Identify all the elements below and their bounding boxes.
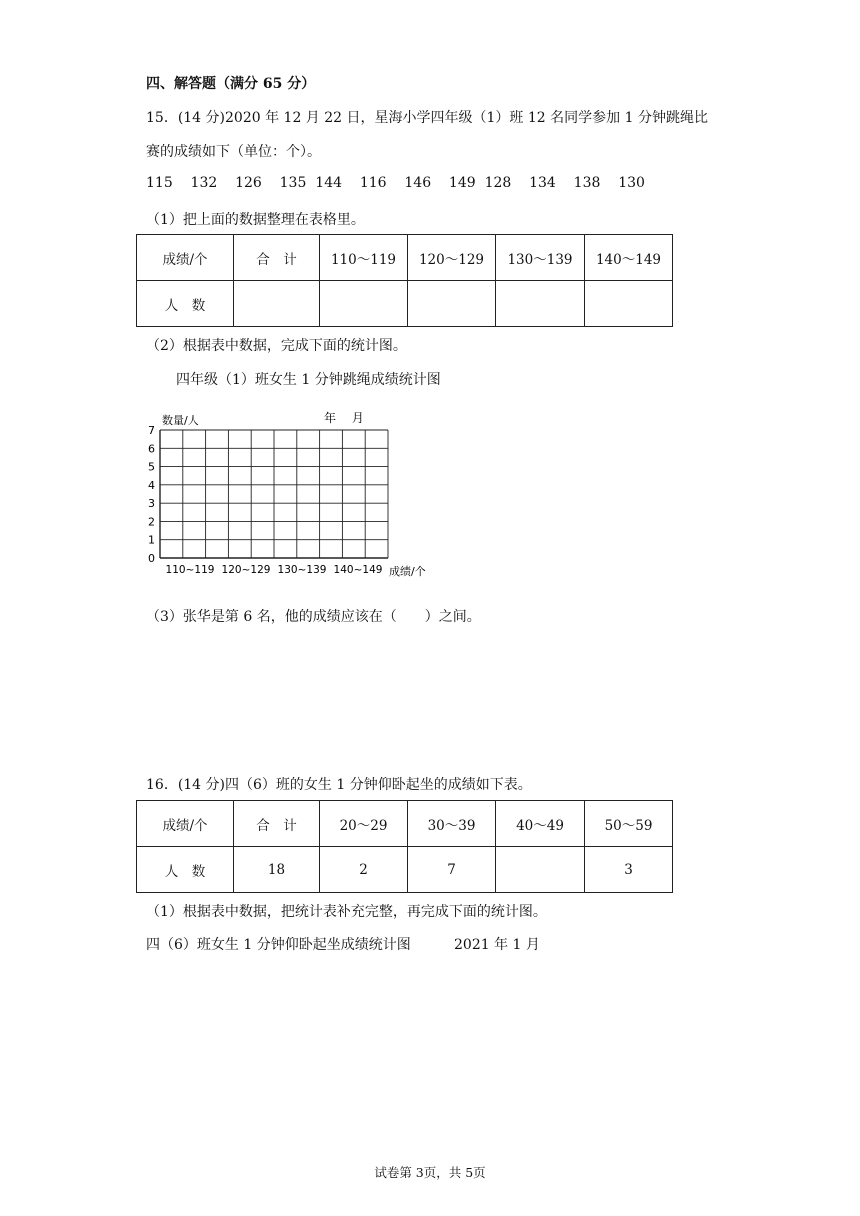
section-title: 四、解答题（满分 65 分）	[146, 76, 316, 92]
y-tick-label: 2	[148, 515, 155, 529]
table-row-label: 人 数	[137, 847, 234, 893]
chart-svg	[140, 408, 440, 583]
table-header-cell: 140～149	[585, 235, 673, 281]
score-value: 135	[279, 175, 307, 191]
table-cell[interactable]: 3	[585, 847, 673, 893]
q15-score-list	[146, 175, 645, 191]
table-cell[interactable]	[496, 847, 585, 893]
table-header-cell: 成绩/个	[137, 801, 234, 847]
table-cell[interactable]	[585, 281, 673, 327]
q15-chart-title: 四年级（1）班女生 1 分钟跳绳成绩统计图	[176, 372, 441, 388]
table-header-row	[137, 235, 673, 281]
table-header-cell: 50～59	[585, 801, 673, 847]
x-tick-label: 130~139	[277, 564, 327, 576]
table-header-cell: 合 计	[234, 235, 320, 281]
q16-chart-title: 四（6）班女生 1 分钟仰卧起坐成绩统计图	[146, 937, 411, 953]
table-header-cell: 130～139	[496, 235, 585, 281]
table-row-label: 人 数	[137, 281, 234, 327]
table-header-row	[137, 801, 673, 847]
q16-table	[136, 800, 673, 893]
table-header-cell: 110～119	[320, 235, 408, 281]
y-tick-label: 7	[148, 424, 155, 437]
q16-chart-date: 2021 年 1 月	[454, 937, 540, 953]
score-value: 149	[448, 175, 476, 191]
y-tick-label: 5	[148, 460, 155, 474]
score-value: 144	[315, 175, 343, 191]
page-footer: 试卷第 3页，共 5页	[374, 1165, 486, 1180]
y-tick-label: 1	[148, 533, 155, 547]
score-value: 146	[404, 175, 432, 191]
score-value: 138	[573, 175, 601, 191]
q16-stem: 16．(14 分)四（6）班的女生 1 分钟仰卧起坐的成绩如下表。	[146, 777, 532, 793]
table-cell[interactable]: 2	[320, 847, 408, 893]
x-tick-label: 140~149	[333, 564, 383, 576]
q15-stem-line1: 15．(14 分)2020 年 12 月 22 日，星海小学四年级（1）班 12 名同学参加 1 分钟跳绳比	[146, 110, 708, 126]
y-axis-label: 数量/人	[162, 414, 199, 427]
q15-sub3: （3）张华是第 6 名，他的成绩应该在（ ）之间。	[146, 609, 481, 625]
table-cell[interactable]	[496, 281, 585, 327]
table-cell[interactable]: 7	[408, 847, 496, 893]
table-header-cell: 合 计	[234, 801, 320, 847]
q15-stem-line2: 赛的成绩如下（单位：个）。	[146, 144, 321, 160]
q15-bar-chart	[140, 408, 440, 583]
table-header-cell: 成绩/个	[137, 235, 234, 281]
score-value: 115	[146, 175, 173, 191]
score-value: 128	[484, 175, 512, 191]
chart-date-label: 年 月	[324, 411, 364, 425]
x-tick-label: 110~119	[165, 564, 215, 576]
x-axis-label: 成绩/个	[389, 565, 426, 578]
y-tick-label: 3	[148, 497, 155, 511]
table-cell[interactable]	[408, 281, 496, 327]
table-cell[interactable]	[320, 281, 408, 327]
y-tick-label: 0	[148, 552, 155, 565]
score-value: 130	[618, 175, 645, 191]
score-value: 134	[529, 175, 556, 191]
score-value: 126	[235, 175, 262, 191]
score-value: 116	[359, 175, 387, 191]
table-header-cell: 20～29	[320, 801, 408, 847]
table-header-cell: 30～39	[408, 801, 496, 847]
q15-table	[136, 234, 673, 327]
x-tick-label: 120~129	[221, 564, 271, 576]
y-tick-label: 4	[148, 478, 155, 492]
table-row	[137, 281, 673, 327]
table-cell[interactable]: 18	[234, 847, 320, 893]
table-row	[137, 847, 673, 893]
table-cell[interactable]	[234, 281, 320, 327]
q15-sub1: （1）把上面的数据整理在表格里。	[146, 212, 365, 228]
score-value: 132	[190, 175, 218, 191]
y-tick-label: 6	[148, 442, 155, 456]
table-header-cell: 120～129	[408, 235, 496, 281]
q16-sub1: （1）根据表中数据，把统计表补充完整，再完成下面的统计图。	[146, 904, 547, 920]
table-header-cell: 40～49	[496, 801, 585, 847]
q15-sub2: （2）根据表中数据，完成下面的统计图。	[146, 338, 407, 354]
